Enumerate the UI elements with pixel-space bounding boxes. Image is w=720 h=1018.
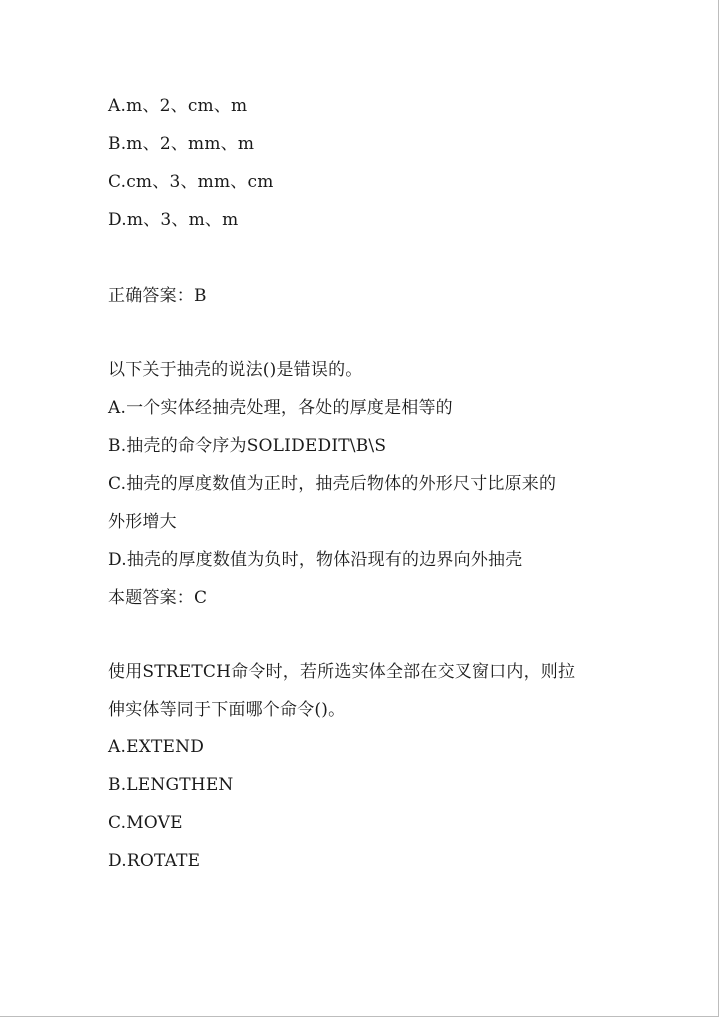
q2-option-a: A.一个实体经抽壳处理，各处的厚度是相等的 (108, 398, 453, 418)
q2-question: 以下关于抽壳的说法()是错误的。 (108, 360, 363, 380)
q1-option-d: D.m、3、m、m (108, 210, 239, 230)
q1-option-c: C.cm、3、mm、cm (108, 172, 274, 192)
q3-question-line1: 使用STRETCH命令时，若所选实体全部在交叉窗口内，则拉 (108, 662, 576, 682)
q1-answer: 正确答案：B (108, 286, 207, 306)
q2-option-b: B.抽壳的命令序为SOLIDEDIT\B\S (108, 436, 387, 456)
q2-option-d: D.抽壳的厚度数值为负时，物体沿现有的边界向外抽壳 (108, 550, 523, 570)
q1-option-b: B.m、2、mm、m (108, 134, 255, 154)
q3-question-line2: 伸实体等同于下面哪个命令()。 (108, 700, 346, 720)
q2-answer: 本题答案：C (108, 588, 208, 608)
q2-option-c: C.抽壳的厚度数值为正时，抽壳后物体的外形尺寸比原来的 (108, 474, 557, 494)
q3-option-a: A.EXTEND (108, 737, 205, 757)
q3-option-c: C.MOVE (108, 813, 183, 833)
q2-option-c-continued: 外形增大 (108, 512, 177, 532)
q3-option-d: D.ROTATE (108, 851, 201, 871)
q1-option-a: A.m、2、cm、m (108, 96, 248, 116)
q3-option-b: B.LENGTHEN (108, 775, 234, 795)
